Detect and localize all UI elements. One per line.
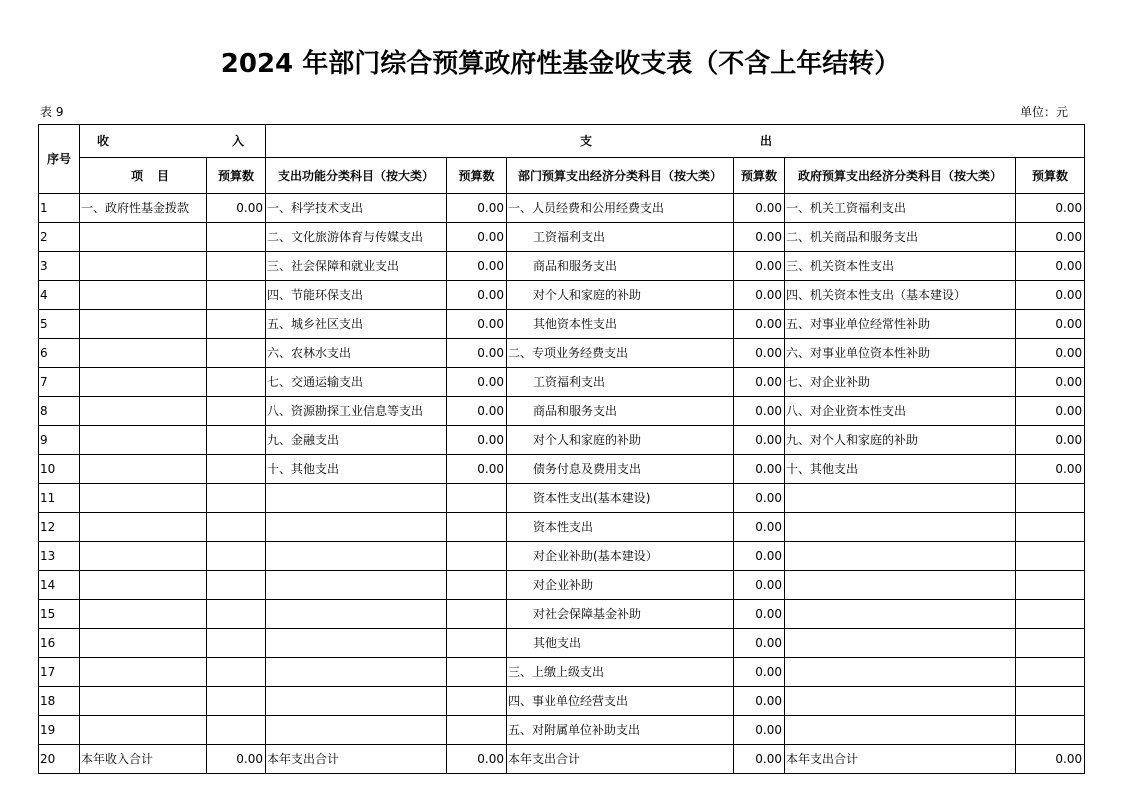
income-amount-cell [207, 397, 266, 426]
table-row [39, 600, 1085, 629]
gov-econ-cell [785, 513, 1016, 542]
func-amount-cell [447, 687, 507, 716]
table-row [39, 281, 1085, 310]
func-amount-cell: 0.00 [447, 745, 507, 774]
gov-econ-cell: 一、机关工资福利支出 [785, 194, 1016, 223]
func-amount-cell: 0.00 [447, 426, 507, 455]
income-amount-cell [207, 513, 266, 542]
seq-cell: 10 [39, 455, 80, 484]
func-class-cell: 一、科学技术支出 [266, 194, 447, 223]
gov-econ-cell [785, 600, 1016, 629]
header-dept-budget: 预算数 [734, 158, 785, 194]
gov-econ-cell: 十、其他支出 [785, 455, 1016, 484]
gov-econ-cell [785, 571, 1016, 600]
income-item-cell [80, 600, 207, 629]
dept-amount-cell: 0.00 [734, 281, 785, 310]
gov-econ-cell [785, 484, 1016, 513]
income-item-cell [80, 629, 207, 658]
func-class-cell [266, 716, 447, 745]
seq-cell: 18 [39, 687, 80, 716]
gov-econ-cell [785, 658, 1016, 687]
dept-amount-cell: 0.00 [734, 629, 785, 658]
table-row [39, 339, 1085, 368]
table-row [39, 252, 1085, 281]
table-row [39, 397, 1085, 426]
income-amount-cell [207, 252, 266, 281]
func-class-cell: 十、其他支出 [266, 455, 447, 484]
func-class-cell: 七、交通运输支出 [266, 368, 447, 397]
func-class-cell [266, 600, 447, 629]
income-item-cell [80, 716, 207, 745]
func-class-cell: 九、金融支出 [266, 426, 447, 455]
table-row [39, 687, 1085, 716]
gov-econ-cell: 九、对个人和家庭的补助 [785, 426, 1016, 455]
income-amount-cell [207, 223, 266, 252]
dept-econ-cell: 商品和服务支出 [507, 252, 734, 281]
seq-cell: 3 [39, 252, 80, 281]
dept-amount-cell: 0.00 [734, 745, 785, 774]
header-income [80, 125, 266, 158]
income-amount-cell [207, 687, 266, 716]
income-amount-cell [207, 310, 266, 339]
dept-econ-cell: 工资福利支出 [507, 368, 734, 397]
header-item [80, 158, 207, 194]
gov-econ-cell [785, 542, 1016, 571]
seq-cell: 4 [39, 281, 80, 310]
gov-amount-cell [1016, 629, 1085, 658]
gov-amount-cell: 0.00 [1016, 281, 1085, 310]
dept-econ-cell: 二、专项业务经费支出 [507, 339, 734, 368]
gov-econ-cell: 五、对事业单位经常性补助 [785, 310, 1016, 339]
gov-amount-cell [1016, 658, 1085, 687]
func-class-cell [266, 542, 447, 571]
dept-amount-cell: 0.00 [734, 397, 785, 426]
dept-econ-cell: 资本性支出(基本建设) [507, 484, 734, 513]
dept-econ-cell: 三、上缴上级支出 [507, 658, 734, 687]
func-class-cell [266, 513, 447, 542]
income-amount-cell [207, 455, 266, 484]
income-amount-cell: 0.00 [207, 745, 266, 774]
func-amount-cell [447, 484, 507, 513]
gov-amount-cell [1016, 600, 1085, 629]
gov-econ-cell [785, 687, 1016, 716]
header-gov-budget: 预算数 [1016, 158, 1085, 194]
income-item-cell [80, 397, 207, 426]
header-dept-econ: 部门预算支出经济分类科目（按大类） [507, 158, 734, 194]
func-class-cell: 六、农林水支出 [266, 339, 447, 368]
budget-table [38, 124, 1085, 774]
income-item-cell: 一、政府性基金拨款 [80, 194, 207, 223]
dept-econ-cell: 其他资本性支出 [507, 310, 734, 339]
func-class-cell: 五、城乡社区支出 [266, 310, 447, 339]
func-amount-cell [447, 658, 507, 687]
seq-cell: 12 [39, 513, 80, 542]
income-item-cell [80, 542, 207, 571]
func-amount-cell: 0.00 [447, 281, 507, 310]
gov-amount-cell [1016, 571, 1085, 600]
unit-label: 单位：元 [1019, 105, 1068, 119]
seq-cell: 20 [39, 745, 80, 774]
gov-amount-cell: 0.00 [1016, 194, 1085, 223]
table-row [39, 571, 1085, 600]
table-row [39, 455, 1085, 484]
table-row [39, 716, 1085, 745]
func-class-cell [266, 658, 447, 687]
func-class-cell [266, 484, 447, 513]
dept-econ-cell: 对企业补助 [507, 571, 734, 600]
dept-amount-cell: 0.00 [734, 368, 785, 397]
gov-econ-cell: 六、对事业单位资本性补助 [785, 339, 1016, 368]
income-amount-cell: 0.00 [207, 194, 266, 223]
gov-amount-cell: 0.00 [1016, 745, 1085, 774]
page-title: 2024 年部门综合预算政府性基金收支表（不含上年结转） [220, 49, 901, 79]
dept-amount-cell: 0.00 [734, 484, 785, 513]
table-row [39, 368, 1085, 397]
func-amount-cell: 0.00 [447, 397, 507, 426]
income-amount-cell [207, 368, 266, 397]
dept-amount-cell: 0.00 [734, 339, 785, 368]
income-item-cell [80, 687, 207, 716]
header-income-b: 入 [232, 134, 245, 148]
gov-amount-cell [1016, 542, 1085, 571]
header-item-b: 目 [156, 168, 169, 183]
header-expense-b: 出 [760, 134, 773, 148]
table-row [39, 629, 1085, 658]
dept-econ-cell: 四、事业单位经营支出 [507, 687, 734, 716]
func-amount-cell [447, 600, 507, 629]
seq-cell: 17 [39, 658, 80, 687]
gov-amount-cell: 0.00 [1016, 310, 1085, 339]
func-amount-cell: 0.00 [447, 310, 507, 339]
income-amount-cell [207, 571, 266, 600]
header-expense-a: 支 [580, 134, 593, 148]
func-class-cell: 本年支出合计 [266, 745, 447, 774]
dept-econ-cell: 对社会保障基金补助 [507, 600, 734, 629]
seq-cell: 13 [39, 542, 80, 571]
header-expense [266, 125, 1085, 158]
dept-amount-cell: 0.00 [734, 658, 785, 687]
dept-amount-cell: 0.00 [734, 455, 785, 484]
dept-econ-cell: 对企业补助(基本建设） [507, 542, 734, 571]
header-gov-econ: 政府预算支出经济分类科目（按大类） [785, 158, 1016, 194]
gov-econ-cell: 四、机关资本性支出（基本建设） [785, 281, 1016, 310]
income-amount-cell [207, 716, 266, 745]
dept-amount-cell: 0.00 [734, 542, 785, 571]
func-amount-cell: 0.00 [447, 194, 507, 223]
table-row [39, 513, 1085, 542]
gov-amount-cell [1016, 716, 1085, 745]
seq-cell: 11 [39, 484, 80, 513]
header-income-budget: 预算数 [207, 158, 266, 194]
func-amount-cell [447, 542, 507, 571]
header-func-budget: 预算数 [447, 158, 507, 194]
dept-amount-cell: 0.00 [734, 600, 785, 629]
dept-amount-cell: 0.00 [734, 194, 785, 223]
dept-econ-cell: 债务付息及费用支出 [507, 455, 734, 484]
dept-amount-cell: 0.00 [734, 571, 785, 600]
income-amount-cell [207, 600, 266, 629]
income-amount-cell [207, 281, 266, 310]
dept-econ-cell: 五、对附属单位补助支出 [507, 716, 734, 745]
func-class-cell [266, 687, 447, 716]
seq-cell: 1 [39, 194, 80, 223]
gov-econ-cell [785, 716, 1016, 745]
seq-cell: 15 [39, 600, 80, 629]
func-class-cell: 四、节能环保支出 [266, 281, 447, 310]
dept-econ-cell: 一、人员经费和公用经费支出 [507, 194, 734, 223]
func-class-cell: 三、社会保障和就业支出 [266, 252, 447, 281]
income-item-cell [80, 513, 207, 542]
seq-cell: 6 [39, 339, 80, 368]
func-class-cell: 二、文化旅游体育与传媒支出 [266, 223, 447, 252]
table-row [39, 223, 1085, 252]
func-amount-cell [447, 629, 507, 658]
dept-econ-cell: 对个人和家庭的补助 [507, 426, 734, 455]
gov-amount-cell [1016, 513, 1085, 542]
dept-econ-cell: 工资福利支出 [507, 223, 734, 252]
header-income-a: 收 [97, 134, 110, 148]
income-item-cell [80, 484, 207, 513]
seq-cell: 2 [39, 223, 80, 252]
income-amount-cell [207, 426, 266, 455]
dept-econ-cell: 本年支出合计 [507, 745, 734, 774]
income-item-cell [80, 339, 207, 368]
seq-cell: 5 [39, 310, 80, 339]
table-row [39, 310, 1085, 339]
income-item-cell [80, 571, 207, 600]
gov-amount-cell [1016, 687, 1085, 716]
income-amount-cell [207, 629, 266, 658]
gov-econ-cell: 二、机关商品和服务支出 [785, 223, 1016, 252]
gov-amount-cell: 0.00 [1016, 339, 1085, 368]
table-number: 表 9 [40, 105, 64, 119]
income-item-cell [80, 658, 207, 687]
gov-amount-cell: 0.00 [1016, 252, 1085, 281]
gov-amount-cell: 0.00 [1016, 455, 1085, 484]
dept-amount-cell: 0.00 [734, 716, 785, 745]
table-row [39, 484, 1085, 513]
gov-econ-cell: 本年支出合计 [785, 745, 1016, 774]
table-row [39, 658, 1085, 687]
seq-cell: 19 [39, 716, 80, 745]
income-item-cell [80, 455, 207, 484]
table-row [39, 426, 1085, 455]
gov-econ-cell: 七、对企业补助 [785, 368, 1016, 397]
seq-cell: 14 [39, 571, 80, 600]
header-item-a: 项 [130, 168, 143, 183]
func-amount-cell: 0.00 [447, 223, 507, 252]
table-row [39, 194, 1085, 223]
gov-econ-cell: 三、机关资本性支出 [785, 252, 1016, 281]
gov-amount-cell: 0.00 [1016, 368, 1085, 397]
dept-amount-cell: 0.00 [734, 252, 785, 281]
dept-amount-cell: 0.00 [734, 687, 785, 716]
income-item-cell [80, 310, 207, 339]
table-row [39, 745, 1085, 774]
func-amount-cell: 0.00 [447, 455, 507, 484]
func-amount-cell: 0.00 [447, 339, 507, 368]
func-amount-cell [447, 571, 507, 600]
seq-cell: 7 [39, 368, 80, 397]
dept-econ-cell: 对个人和家庭的补助 [507, 281, 734, 310]
header-func-class: 支出功能分类科目（按大类） [266, 158, 447, 194]
gov-amount-cell [1016, 484, 1085, 513]
dept-econ-cell: 商品和服务支出 [507, 397, 734, 426]
dept-econ-cell: 其他支出 [507, 629, 734, 658]
income-item-cell [80, 252, 207, 281]
gov-amount-cell: 0.00 [1016, 223, 1085, 252]
func-amount-cell [447, 513, 507, 542]
seq-cell: 9 [39, 426, 80, 455]
func-amount-cell: 0.00 [447, 252, 507, 281]
dept-amount-cell: 0.00 [734, 310, 785, 339]
income-amount-cell [207, 339, 266, 368]
income-item-cell: 本年收入合计 [80, 745, 207, 774]
func-amount-cell [447, 716, 507, 745]
dept-amount-cell: 0.00 [734, 223, 785, 252]
dept-amount-cell: 0.00 [734, 513, 785, 542]
dept-amount-cell: 0.00 [734, 426, 785, 455]
gov-amount-cell: 0.00 [1016, 426, 1085, 455]
func-class-cell [266, 629, 447, 658]
func-class-cell: 八、资源勘探工业信息等支出 [266, 397, 447, 426]
income-item-cell [80, 368, 207, 397]
income-amount-cell [207, 484, 266, 513]
header-seq: 序号 [39, 125, 80, 194]
seq-cell: 8 [39, 397, 80, 426]
income-item-cell [80, 223, 207, 252]
income-item-cell [80, 426, 207, 455]
income-item-cell [80, 281, 207, 310]
gov-amount-cell: 0.00 [1016, 397, 1085, 426]
income-amount-cell [207, 542, 266, 571]
func-amount-cell: 0.00 [447, 368, 507, 397]
func-class-cell [266, 571, 447, 600]
table-row [39, 542, 1085, 571]
gov-econ-cell: 八、对企业资本性支出 [785, 397, 1016, 426]
gov-econ-cell [785, 629, 1016, 658]
seq-cell: 16 [39, 629, 80, 658]
income-amount-cell [207, 658, 266, 687]
dept-econ-cell: 资本性支出 [507, 513, 734, 542]
